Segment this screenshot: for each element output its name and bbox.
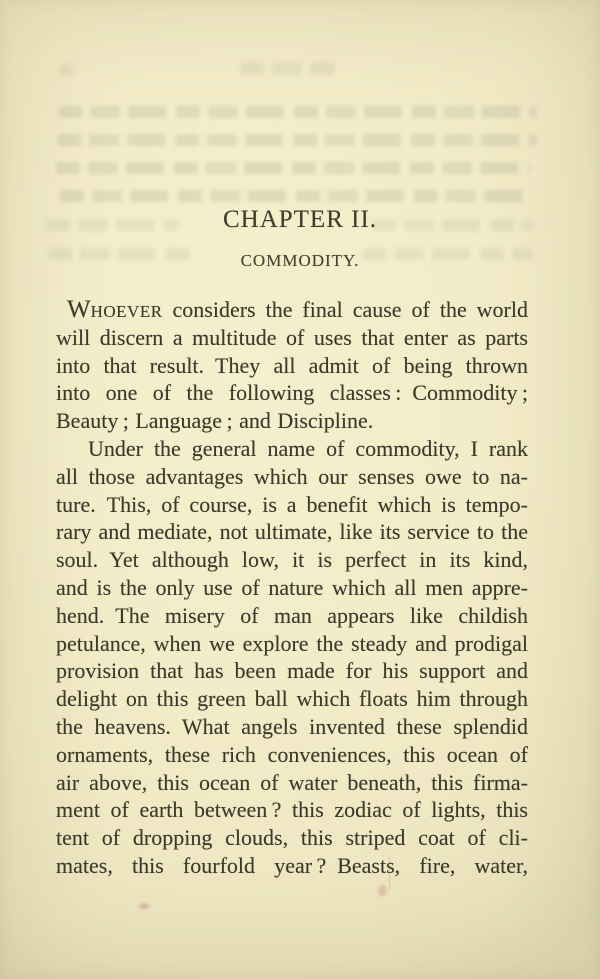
bleed-through-line	[60, 190, 532, 202]
text-line: into one of the following classes : Commodity ;	[56, 380, 528, 406]
text-line: all those advantages which our senses owe to na-	[56, 463, 528, 489]
text-line: into that result. They all admit of being thrown	[56, 352, 528, 378]
paper-stain	[378, 885, 387, 896]
chapter-heading: CHAPTER II.	[222, 206, 378, 233]
text-line: air above, this ocean of water beneath, this firma-	[56, 769, 528, 795]
paper-stain	[139, 903, 149, 909]
bleed-through-line	[58, 64, 74, 75]
body-text	[56, 296, 528, 880]
text-line: WHOEVER considers the final cause of the world	[67, 296, 528, 323]
text-line: will discern a multitude of uses that enter as parts	[56, 324, 528, 350]
text-line: provision that has been made for his support and	[56, 658, 528, 684]
text-line: rary and mediate, not ultimate, like its service to the	[56, 519, 528, 545]
text-line: tent of dropping clouds, this striped coat of cli-	[56, 825, 528, 851]
text-line: Beauty ; Language ; and Discipline.	[56, 408, 374, 434]
bleed-through-line	[57, 134, 537, 146]
text-line: ment of earth between ? this zodiac of lights, this	[56, 797, 528, 823]
small-caps-word: HOEVER	[90, 302, 163, 321]
text-line: Under the general name of commodity, I rank	[88, 435, 528, 461]
bleed-through-line	[240, 62, 335, 75]
section-heading: COMMODITY.	[240, 251, 360, 270]
text-line: mates, this fourfold year ? Beasts, fire, water,	[56, 852, 528, 878]
bleed-through-line	[58, 106, 536, 118]
text-line: ornaments, these rich conveniences, this ocean of	[56, 741, 528, 767]
text-line: soul. Yet although low, it is perfect in its kind,	[56, 547, 528, 573]
text-line: ture. This, of course, is a benefit which is tempo-	[56, 491, 528, 517]
paper-crease	[389, 856, 390, 890]
bleed-through-line	[56, 162, 530, 174]
text-line: and is the only use of nature which all men appre-	[56, 574, 528, 600]
text-line: delight on this green ball which floats him through	[56, 686, 528, 712]
text-line: hend. The misery of man appears like childish	[56, 602, 528, 628]
text-line: the heavens. What angels invented these splendid	[56, 713, 528, 739]
lead-capital: W	[67, 296, 91, 323]
text-line: petulance, when we explore the steady and prodigal	[56, 630, 528, 656]
